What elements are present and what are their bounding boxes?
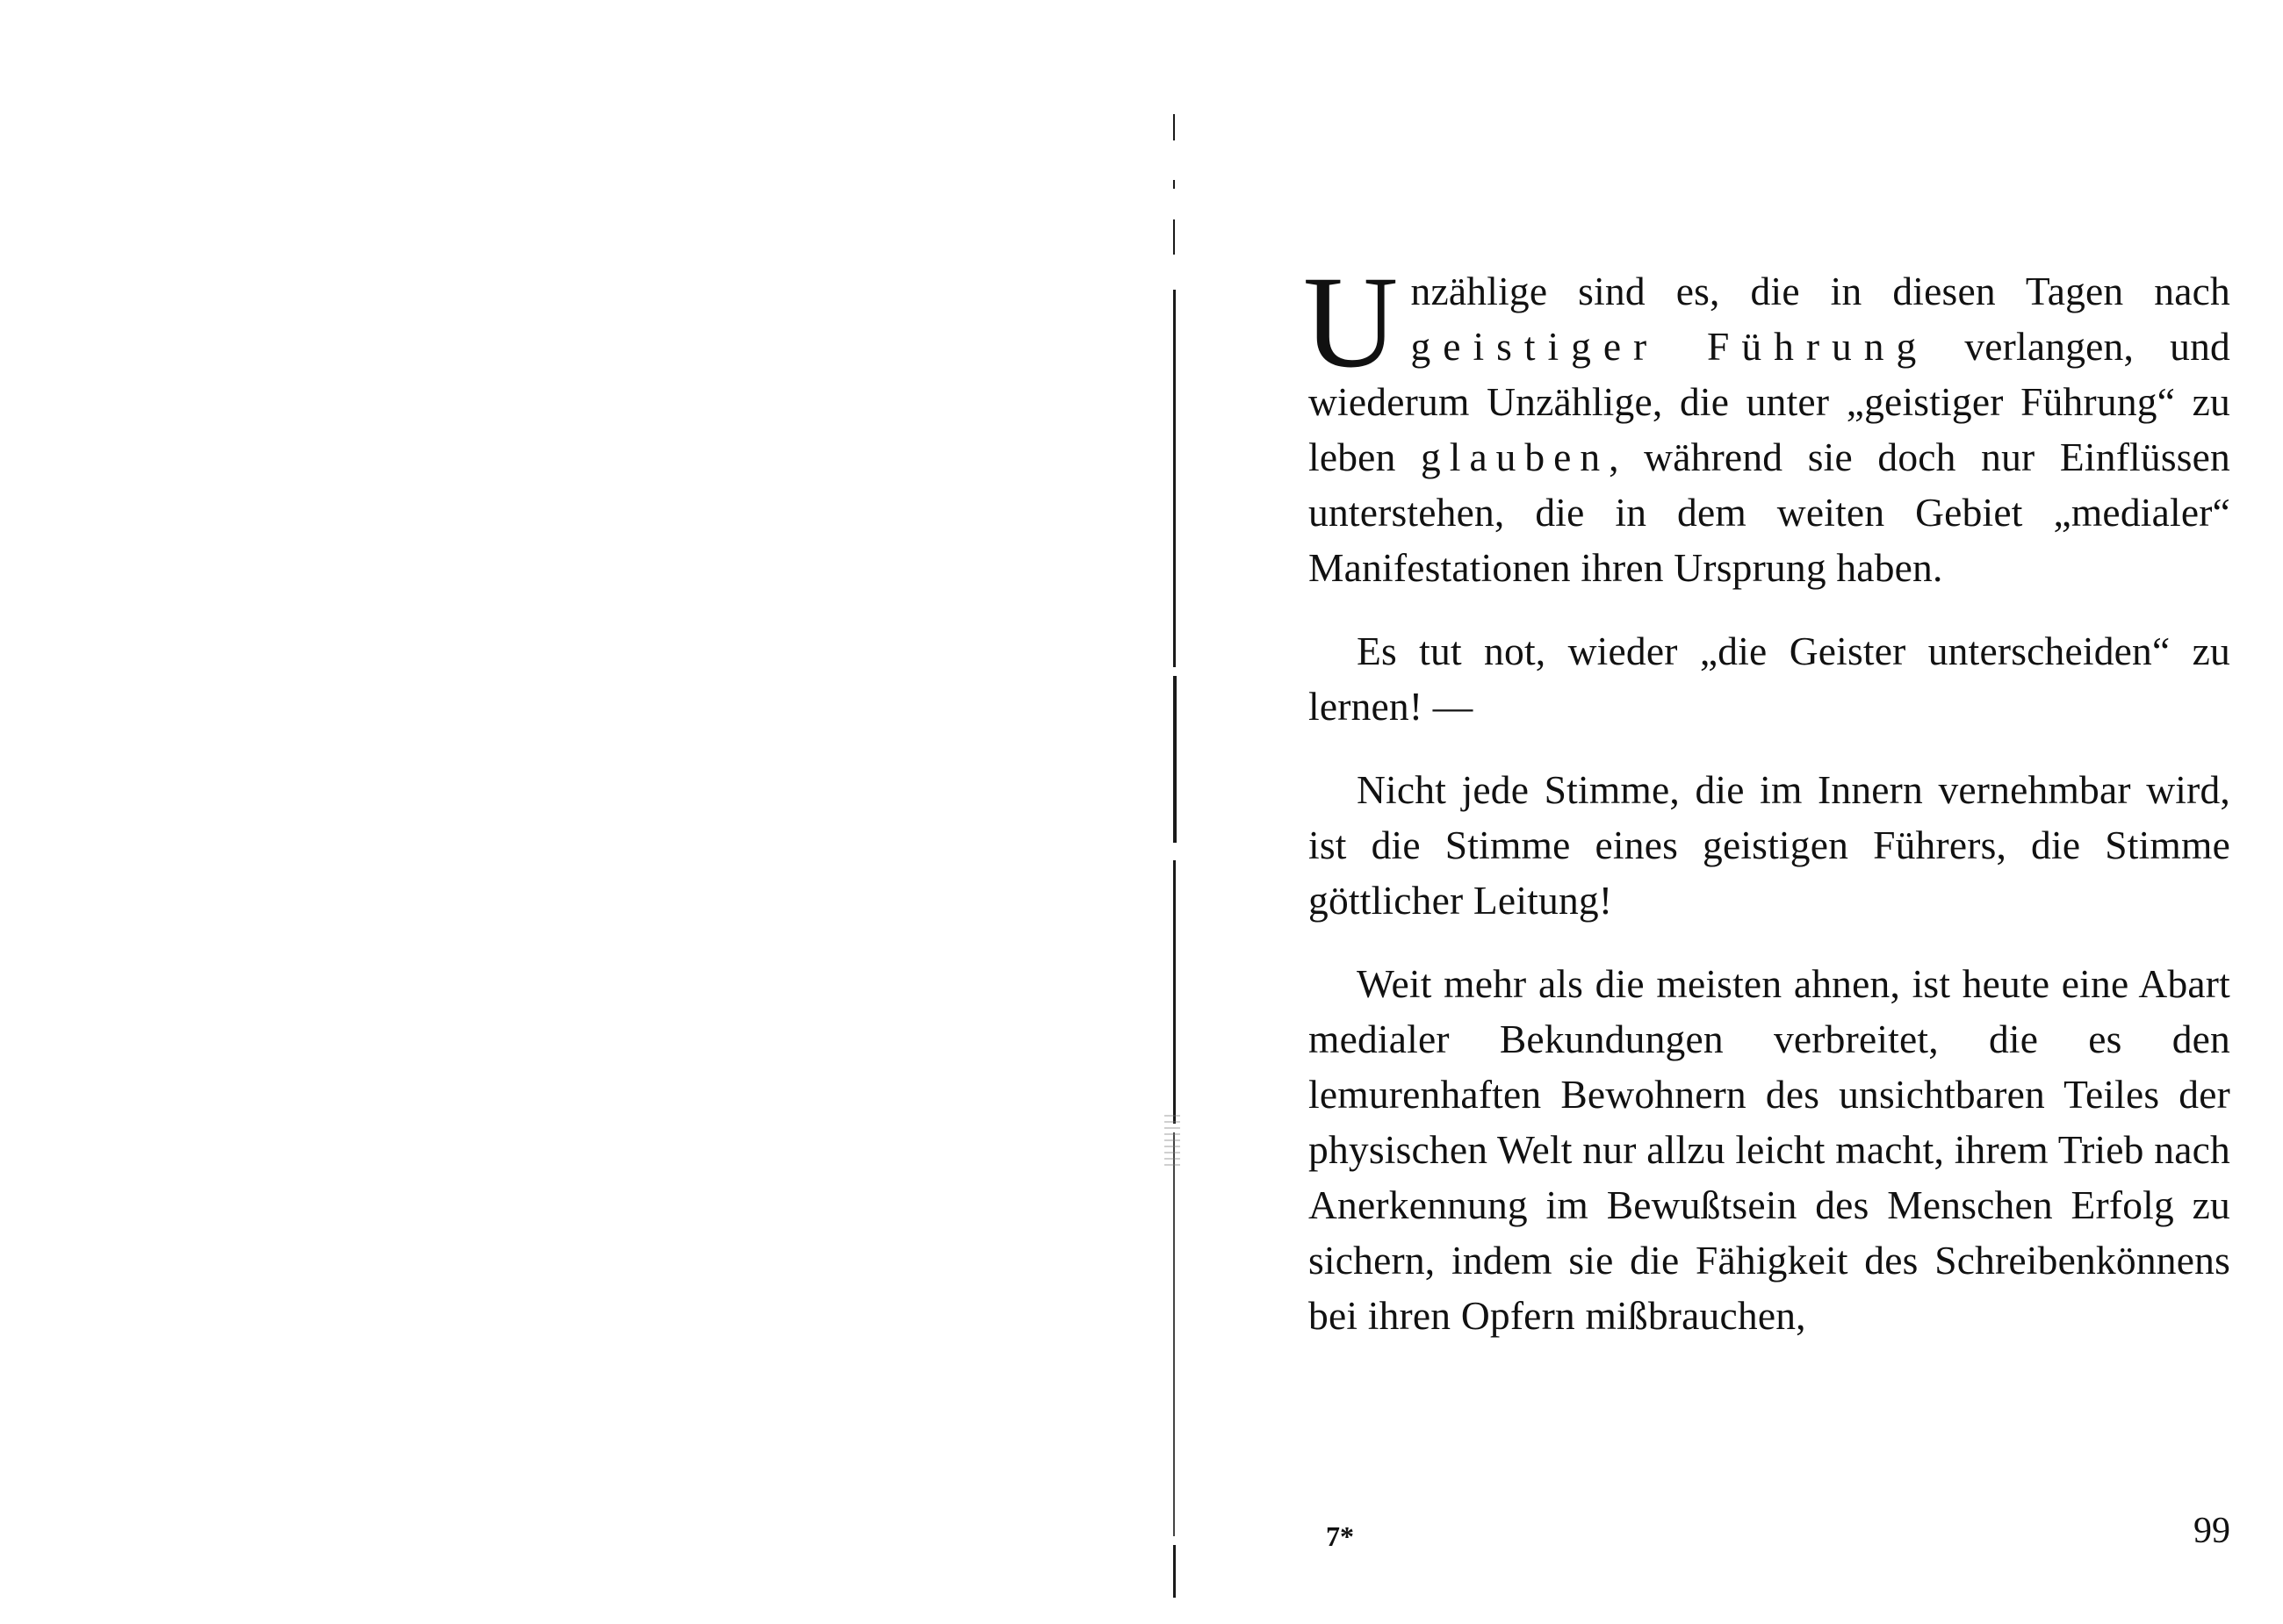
drop-cap: U <box>1303 249 1399 395</box>
gutter-line <box>1173 1545 1176 1598</box>
paragraph-1 <box>1303 249 2230 595</box>
gutter-specks <box>1164 1115 1180 1168</box>
signature-mark: 7* <box>1326 1520 1354 1552</box>
page-footer <box>1326 1510 2230 1563</box>
emphasis-geistiger-fuehrung: geistiger Führung <box>1410 324 1929 369</box>
paragraph-1-part-e: , während sie doch nur Einflüssen unterstehen, die in dem weiten Gebiet „medialer“ Manifestationen ihren Ursprung haben. <box>1308 435 2230 590</box>
body-text <box>1303 249 2230 1343</box>
paragraph-4: Weit mehr als die meisten ahnen, ist heute eine Abart medialer Bekundungen verbreitet, die es den lemurenhaften Bewohnern des unsichtbaren Teiles der physischen Welt nur allzu leicht macht, ihrem Trieb nach Anerkennung im Bewußtsein des Menschen Erfolg zu sichern, indem sie die Fähigkeit des Schreibenkönnens bei ihren Opfern mißbrauchen, <box>1308 961 2230 1338</box>
right-page <box>1303 249 2230 1371</box>
gutter-line <box>1173 219 1175 255</box>
paragraph-1-part-c: verlangen, und wiederum Unzählige, die unter „geistiger Führung“ zu leben <box>1308 324 2230 479</box>
paragraph-1-part-a: nzählige sind es, die in diesen Tagen nach <box>1410 269 2230 313</box>
emphasis-glauben: glauben <box>1421 435 1610 479</box>
page-number: 99 <box>2193 1511 2230 1551</box>
paragraph-3: Nicht jede Stimme, die im Innern vernehmbar wird, ist die Stimme eines geistigen Führers, die Stimme göttlicher Leitung! <box>1308 767 2230 923</box>
gutter-line <box>1173 676 1177 843</box>
gutter-line <box>1173 860 1176 1124</box>
gutter-line <box>1173 180 1175 189</box>
gutter-line <box>1173 1132 1175 1536</box>
paragraph-2: Es tut not, wieder „die Geister unterscheiden“ zu lernen! — <box>1308 629 2230 729</box>
gutter-line <box>1173 290 1176 667</box>
gutter-line <box>1173 114 1175 140</box>
